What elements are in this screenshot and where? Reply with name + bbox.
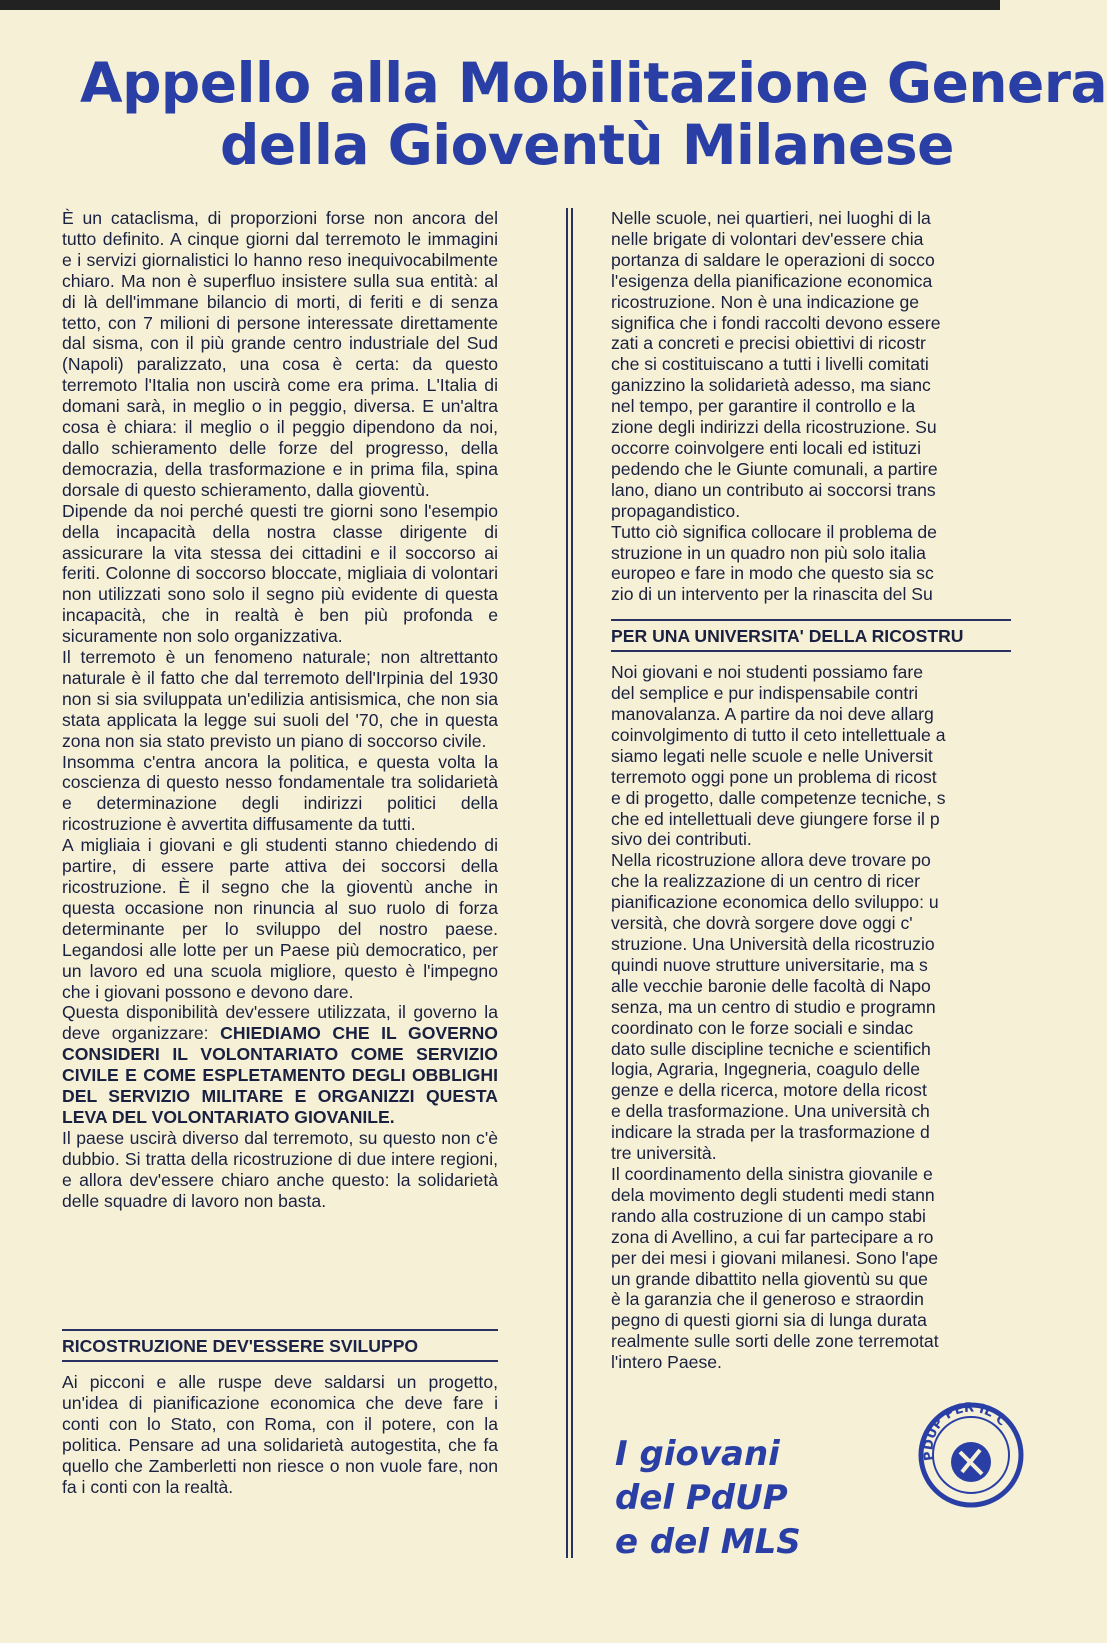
right-text-line: tre università. (611, 1143, 717, 1164)
right-text-line: zione degli indirizzi della ricostruzione. Su (611, 417, 937, 438)
right-text-line: siamo legati nelle scuole e nelle Universit (611, 745, 933, 766)
right-text-line: e della trasformazione. Una università ch (611, 1101, 930, 1122)
column-divider (566, 208, 573, 1558)
page-title (80, 51, 1107, 177)
section-heading-ricostruzione: RICOSTRUZIONE DEV'ESSERE SVILUPPO (62, 1329, 498, 1362)
right-text-line: pegno di questi giorni sia di lunga durata (611, 1310, 927, 1331)
right-text-line: alle vecchie baronie delle facoltà di Napo (611, 975, 931, 996)
right-text-line: rando alla costruzione di un campo stabi (611, 1205, 926, 1226)
right-text-line: zati a concreti e precisi obiettivi di ricostr (611, 333, 926, 354)
right-text-line: europeo e fare in modo che questo sia sc (611, 563, 934, 584)
signature-line-1: I giovani (615, 1434, 780, 1474)
signature-line-2: del PdUP (615, 1478, 788, 1518)
right-text-line: occorre coinvolgere enti locali ed istituzi (611, 437, 921, 458)
right-text-line: ricostruzione. Non è una indicazione ge (611, 291, 920, 312)
emblem-text: PDUP PER IL C (921, 1400, 1010, 1462)
signature-line-3: e del MLS (615, 1522, 801, 1562)
right-text-line: è la garanzia che il generoso e straordin (611, 1289, 924, 1310)
right-block-2 (611, 662, 1011, 1373)
title-line-1: Appello alla Mobilitazione Genera (80, 51, 1107, 115)
right-text-line: e di progetto, dalle competenze tecniche, s (611, 787, 946, 808)
section-heading-universita: PER UNA UNIVERSITA' DELLA RICOSTRU (611, 619, 1011, 652)
right-text-line: dela movimento degli studenti medi stann (611, 1184, 935, 1205)
right-text-line: dato sulle discipline tecniche e scientifich (611, 1038, 931, 1059)
left-paragraph-6-demand: CHIEDIAMO CHE IL GOVERNO CONSIDERI IL VOLONTARIATO COME SERVIZIO CIVILE E COME ESPLETAMENTO DEGLI OBBLIGHI DEL SERVIZIO MILITARE E ORGANIZZI QUESTA LEVA DEL VOLONTARIATO GIOVANILE. (62, 1023, 498, 1127)
right-text-line: pedendo che le Giunte comunali, a partire (611, 458, 938, 479)
right-text-line: per dei mesi i giovani milanesi. Sono l'ape (611, 1247, 939, 1268)
right-text-line: coordinato con le forze sociali e sindac (611, 1017, 914, 1038)
right-text-line: terremoto oggi pone un problema di ricost (611, 766, 937, 787)
right-text-line: indicare la strada per la trasformazione d (611, 1122, 930, 1143)
left-paragraph-6-lead: Questa disponibilità dev'essere utilizzata, il governo la deve organizzare: (62, 1002, 498, 1044)
right-text-line: l'esigenza della pianificazione economica (611, 270, 933, 291)
right-text-line: zona di Avellino, a cui far partecipare a ro (611, 1226, 934, 1247)
right-text-line: ganizzino la solidarietà adesso, ma sianc (611, 375, 931, 396)
right-text-line: struzione in un quadro non più solo italia (611, 542, 926, 563)
right-block-1 (611, 208, 1011, 605)
right-text-line: manovalanza. A partire da noi deve allarg (611, 704, 934, 725)
right-text-line: sivo dei contributi. (611, 829, 752, 850)
right-text-line: del semplice e pur indispensabile contri (611, 683, 919, 704)
section-text-ricostruzione: Ai picconi e alle ruspe deve saldarsi un progetto, un'idea di pianificazione economica che deve fare i conti con lo Stato, con Roma, con il potere, con la politica. Pensare ad una solidarietà autogestita, che fa quello che Zamberletti non riesce o non vuole fare, non fa i conti con la realtà. (62, 1372, 498, 1497)
right-text-line: che la realizzazione di un centro di ricer (611, 871, 921, 892)
right-text-line: propagandistico. (611, 500, 741, 521)
right-text-line: coinvolgimento di tutto il ceto intellettuale a (611, 724, 946, 745)
right-text-line: che si costituiscano a tutti i livelli comitati (611, 354, 929, 375)
left-paragraph-7: Il paese uscirà diverso dal terremoto, su questo non c'è dubbio. Si tratta della ricostruzione di due intere regioni, e allora dev'essere chiaro anche questo: la solidarietà delle squadre di lavoro non basta. (62, 1127, 498, 1211)
right-text-line: l'intero Paese. (611, 1352, 722, 1373)
left-paragraph-4: Insomma c'entra ancora la politica, e questa volta la coscienza di questo nesso fondamentale tra solidarietà e determinazione degli indirizzi politici della ricostruzione è avvertita diffusamente da tutti. (62, 751, 498, 835)
right-text-line: lano, diano un contributo ai soccorsi trans (611, 479, 936, 500)
right-text-line: un grande dibattito nella gioventù su que (611, 1268, 928, 1289)
left-paragraph-2: Dipende da noi perché questi tre giorni sono l'esempio della incapacità della nostra classe dirigente di assicurare la vita stessa dei cittadini e il soccorso ai feriti. Colonne di soccorso bloccate, migliaia di volontari non utilizzati sono solo il segno più evidente di questa incapacità, che in realtà è ben più profonda e sicuramente non solo organizzativa. (62, 500, 498, 647)
right-column (611, 208, 1011, 1373)
right-text-line: senza, ma un centro di studio e programn (611, 996, 936, 1017)
right-text-line: struzione. Una Università della ricostruzio (611, 934, 935, 954)
right-text-line: Noi giovani e noi studenti possiamo fare (611, 662, 923, 683)
right-text-line: Il coordinamento della sinistra giovanile e (611, 1163, 933, 1184)
hammer-sickle-icon (951, 1442, 991, 1482)
left-paragraph-6 (62, 1002, 498, 1127)
right-text-line: genze e della ricerca, motore della ricost (611, 1080, 927, 1101)
right-text-line: zio di un intervento per la rinascita del Su (611, 584, 933, 605)
right-text-line: nel tempo, per garantire il controllo e la (611, 396, 916, 417)
right-text-line: Nella ricostruzione allora deve trovare po (611, 850, 931, 871)
left-paragraph-5: A migliaia i giovani e gli studenti stanno chiedendo di partire, di essere parte attiva dei soccorsi della ricostruzione. È il segno che la gioventù anche in questa occasione non rinuncia al suo ruolo di forza determinante per lo sviluppo del nostro paese. Legandosi alle lotte per un Paese più democratico, per un lavoro ed una scuola migliore, questo è l'impegno che i giovani possono e devono dare. (62, 835, 498, 1002)
left-section (62, 1329, 498, 1515)
right-text-line: che ed intellettuali deve giungere forse il p (611, 808, 940, 829)
title-line-2: della Gioventù Milanese (220, 113, 954, 177)
right-text-line: logia, Agraria, Ingegneria, coagulo delle (611, 1059, 921, 1080)
right-text-line: significa che i fondi raccolti devono essere (611, 312, 941, 333)
left-paragraph-1: È un cataclisma, di proporzioni forse non ancora del tutto definito. A cinque giorni dal terremoto le immagini e i servizi giornalistici lo hanno reso inequivocabilmente chiaro. Ma non è superfluo insistere sulla sua entità: al di là dell'immane bilancio di morti, di feriti e di senza tetto, con 7 milioni di persone interessate direttamente dal sisma, con il più grande centro industriale del Sud (Napoli) paralizzato, una cosa è certa: da questo terremoto l'Italia non uscirà come era prima. L'Italia di domani sarà, in meglio o in peggio, diversa. E un'altra cosa è chiara: il meglio o il peggio dipendono da noi, dallo schieramento delle forze del progresso, della democrazia, della trasformazione e in prima fila, spina dorsale di questo schieramento, dalla gioventù. (62, 208, 498, 500)
right-text-line: realmente sulle sorti delle zone terremotat (611, 1331, 939, 1352)
signature (615, 1432, 801, 1564)
right-text-line: Nelle scuole, nei quartieri, nei luoghi di la (611, 208, 931, 228)
right-text-line: portanza di saldare le operazioni di socco (611, 249, 935, 270)
right-text-line: Tutto ciò significa collocare il problema de (611, 521, 937, 542)
right-text-line: quindi nuove strutture universitarie, ma s (611, 954, 928, 975)
right-text-line: nelle brigate di volontari dev'essere chia (611, 228, 924, 249)
left-paragraph-3: Il terremoto è un fenomeno naturale; non altrettanto naturale è il fatto che dal terremoto dell'Irpinia del 1930 non si sia sviluppata un'edilizia antisismica, che non sia stata applicata la legge sui suoli del '70, che in questa zona non sia stato previsto un piano di soccorso civile. (62, 647, 498, 751)
right-text-line: pianificazione economica dello sviluppo: u (611, 892, 939, 913)
right-text-line: versità, che dovrà sorgere dove oggi c' (611, 913, 913, 934)
top-dark-band (0, 0, 1000, 10)
left-column (62, 208, 498, 1212)
pdup-emblem (916, 1400, 1026, 1510)
